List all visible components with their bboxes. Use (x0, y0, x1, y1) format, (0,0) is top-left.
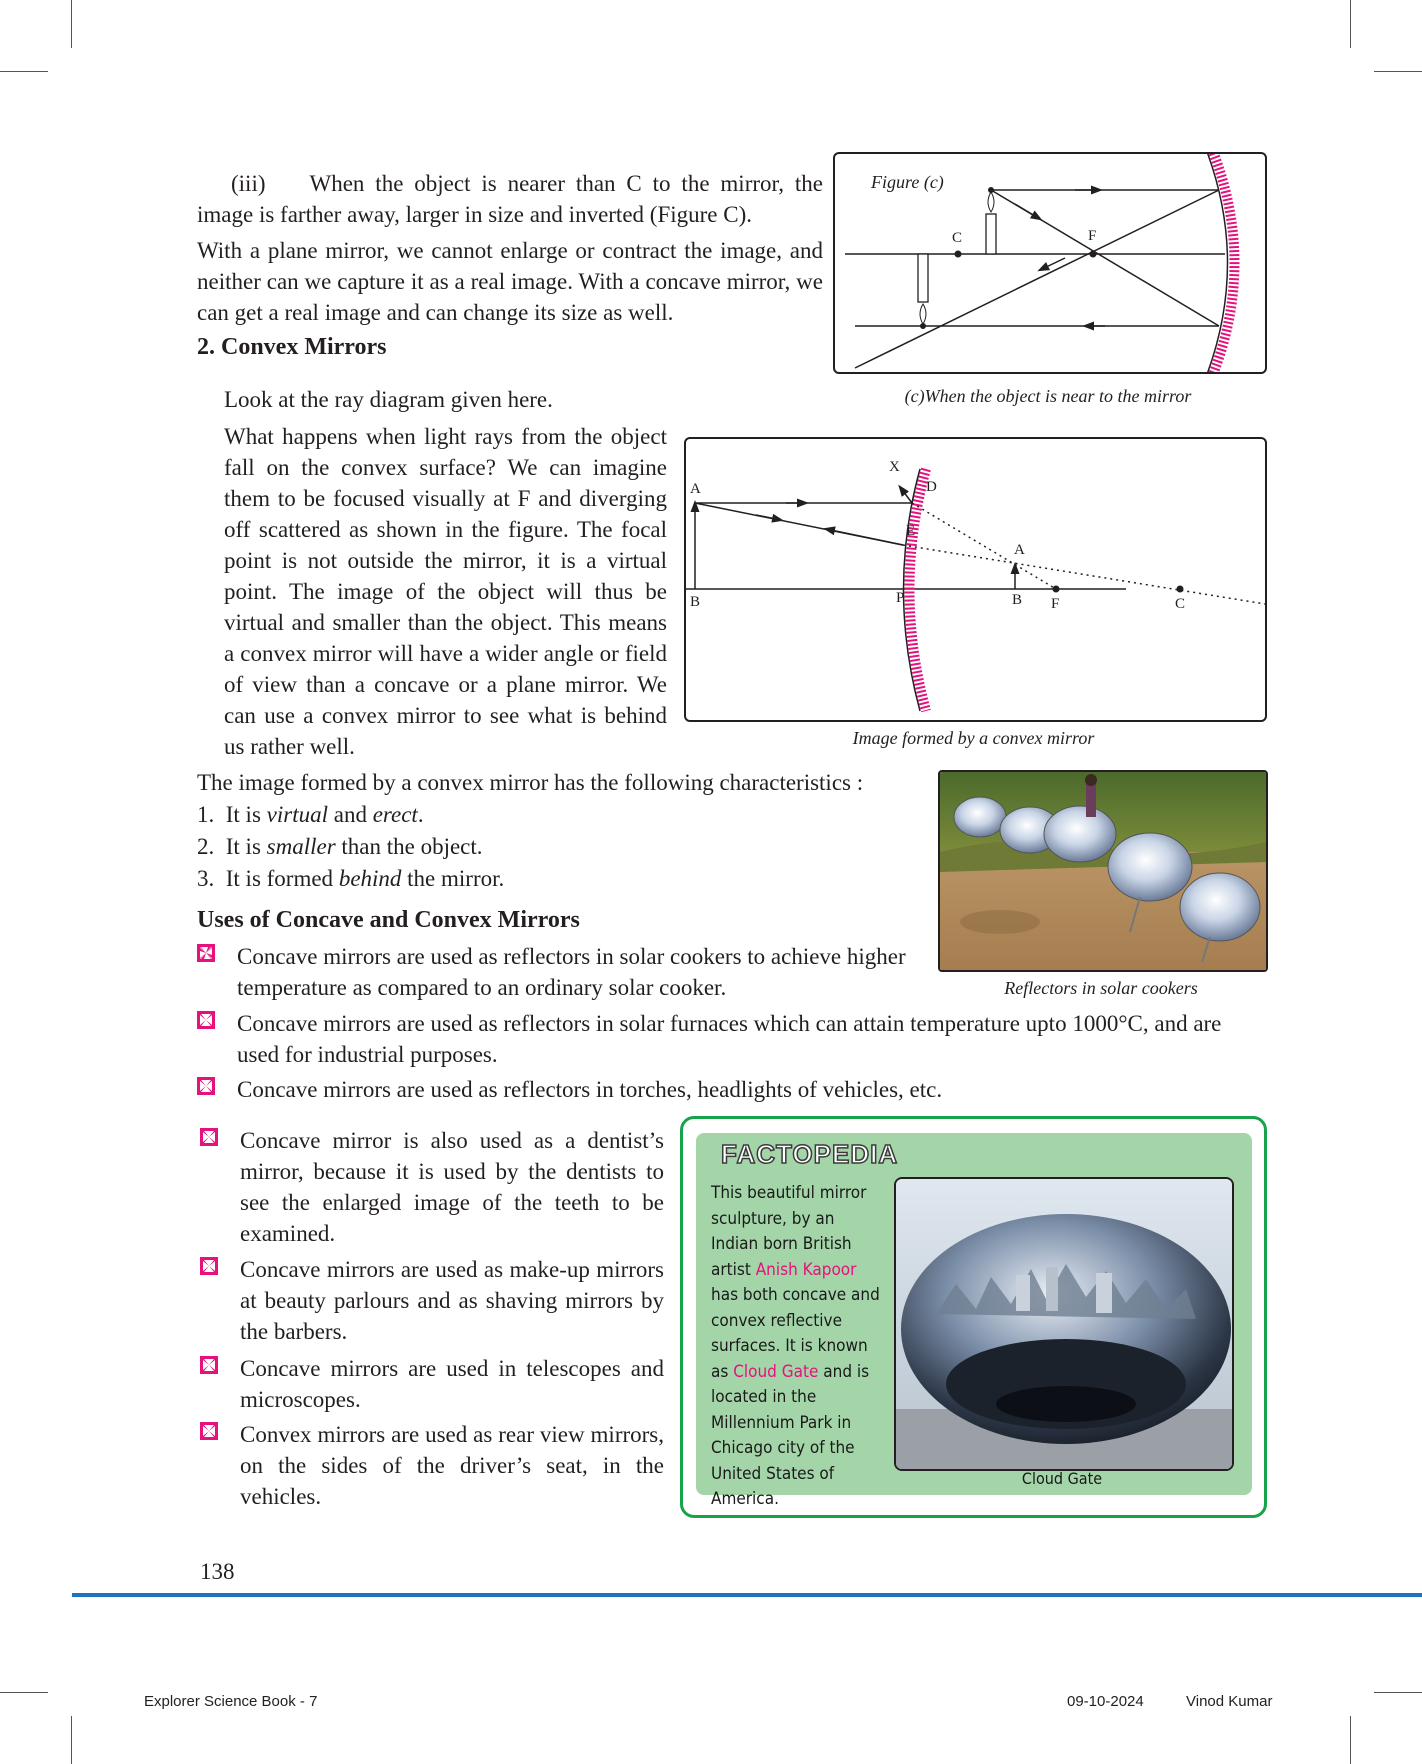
crop-mark (1374, 1692, 1422, 1693)
convex-point-c-dot (1177, 586, 1184, 593)
para-what-happens: What happens when light rays from the object fall on the convex surface? We can imagine them to be focused visually at F and diverging off scattered as shown in the figure. The focal point is not outside the mirror, it is a virtual point. The image of the object will thus be virtual and smaller than the object. This means a convex mirror will have a wider angle or field of view than a concave or a plane mirror. We can use a convex mirror to see what is behind us rather well. (224, 424, 667, 759)
convex-label-a-image: A (1014, 542, 1025, 558)
crop-mark (1350, 1716, 1351, 1764)
characteristic-text: the mirror. (401, 866, 505, 891)
crop-mark (1350, 0, 1351, 48)
solar-cookers-caption: Reflectors in solar cookers (1004, 978, 1198, 998)
convex-label-d: D (926, 479, 937, 495)
point-c-dot (955, 251, 962, 258)
footer-author: Vinod Kumar (1186, 1693, 1273, 1710)
footer-date: 09-10-2024 (1067, 1693, 1144, 1710)
image-candle (918, 254, 928, 302)
para-iii-text: When the object is nearer than C to the mirror, the image is farther away, larger in size and inverted (Figure C). (197, 171, 823, 227)
figure-c-box (833, 152, 1267, 374)
concave-mirror-surface (1206, 154, 1228, 372)
figure-convex-caption: Image formed by a convex mirror (852, 728, 1095, 748)
crop-mark (71, 1716, 72, 1764)
figure-convex-box (684, 437, 1267, 722)
use-bullet (197, 1008, 1265, 1070)
convex-label-f: F (1051, 596, 1060, 612)
concave-mirror-hatch (1212, 154, 1235, 372)
maltese-cross-icon (200, 1422, 218, 1440)
figure-c-label: Figure (c) (871, 172, 944, 192)
characteristic-item (197, 831, 797, 862)
crop-mark (71, 0, 72, 48)
characteristic-text: It is (225, 802, 267, 827)
characteristic-number: 2. (197, 834, 215, 859)
convex-label-c: C (1175, 596, 1186, 612)
maltese-cross-icon (197, 1011, 215, 1029)
use-text: Convex mirrors are used as rear view mirrors, on the sides of the driver’s seat, in the vehicles. (240, 1422, 664, 1509)
heading-uses: Uses of Concave and Convex Mirrors (197, 907, 580, 933)
factopedia-text (711, 1181, 881, 1513)
convex-label-x: X (889, 459, 900, 475)
convex-point-f-dot (1053, 586, 1060, 593)
para-iii-number: (iii) (231, 171, 266, 196)
maltese-cross-icon (197, 944, 215, 962)
factopedia-highlight-name: Cloud Gate (733, 1361, 819, 1382)
use-text: Concave mirrors are used as reflectors in torches, headlights of vehicles, etc. (237, 1077, 943, 1102)
use-text: Concave mirrors are used as make-up mirrors at beauty parlours and as shaving mirrors by the barbers. (240, 1257, 664, 1344)
footer-book-title: Explorer Science Book - 7 (144, 1693, 318, 1710)
maltese-cross-icon (200, 1356, 218, 1374)
characteristic-text: It is formed (225, 866, 339, 891)
figure-convex-diagram (686, 439, 1265, 720)
factopedia-title: FACTOPEDIA (721, 1139, 899, 1169)
para-plane-mirror: With a plane mirror, we cannot enlarge or contract the image, and neither can we capture it as a real image. With a concave mirror, we can get a real image and can change its size as well. (197, 238, 823, 325)
characteristic-emphasis: virtual (266, 802, 328, 827)
use-bullet (200, 1353, 664, 1415)
use-text: Concave mirror is also used as a dentist’s mirror, because it is used by the dentists to see the enlarged image of the teeth to be examined. (240, 1128, 664, 1246)
use-bullet (197, 1074, 1265, 1105)
factopedia-text-part: and is located in the Millennium Park in Chicago city of the United States of America. (711, 1361, 870, 1509)
para-iii (197, 168, 823, 230)
characteristic-emphasis: smaller (266, 834, 336, 859)
factopedia-highlight-artist: Anish Kapoor (755, 1259, 857, 1280)
characteristic-text: than the object. (335, 834, 483, 859)
para-look: Look at the ray diagram given here. (224, 387, 553, 412)
page-number: 138 (200, 1559, 235, 1584)
convex-label-b-object: B (690, 594, 701, 610)
convex-label-p: P (896, 590, 905, 606)
cloud-gate-caption: Cloud Gate (1021, 1469, 1103, 1488)
use-text: Concave mirrors are used as reflectors in solar furnaces which can attain temperature upto 1000°C, and are used for industrial purposes. (237, 1011, 1222, 1067)
factopedia-text-part: This beautiful mirror sculpture, by an Indian born British artist (711, 1183, 867, 1280)
characteristic-emphasis: behind (338, 866, 402, 891)
object-candle (986, 214, 996, 254)
use-text: Concave mirrors are used as reflectors in solar cookers to achieve higher temperature as compared to an ordinary solar cooker. (237, 944, 906, 1000)
characteristics-intro: The image formed by a convex mirror has the following characteristics : (197, 770, 864, 795)
factopedia-text-part: has both concave and convex reflective surfaces. It is known as (711, 1285, 880, 1382)
characteristic-number: 3. (197, 866, 215, 891)
factopedia-panel (696, 1133, 1252, 1509)
page-rule (72, 1593, 1422, 1597)
figure-c-point-c: C (952, 230, 963, 246)
maltese-cross-icon (197, 1077, 215, 1095)
figure-c-caption: (c)When the object is near to the mirror (904, 386, 1192, 406)
cloud-gate-illustration (896, 1179, 1232, 1469)
use-bullet (200, 1419, 664, 1513)
characteristic-text: . (417, 802, 424, 827)
crop-mark (0, 71, 48, 72)
figure-c-point-f: F (1088, 228, 1097, 244)
use-text: Concave mirrors are used in telescopes and microscopes. (240, 1356, 664, 1412)
heading-convex-mirrors: 2. Convex Mirrors (197, 334, 387, 360)
crop-mark (1374, 71, 1422, 72)
solar-cookers-illustration (940, 772, 1266, 970)
convex-label-b-image: B (1012, 592, 1023, 608)
characteristic-emphasis: erect (372, 802, 418, 827)
characteristic-text: It is (225, 834, 267, 859)
use-bullet (197, 941, 932, 1003)
convex-label-e: E (906, 523, 916, 539)
characteristic-item (197, 863, 797, 894)
characteristic-item (197, 799, 797, 830)
use-bullet (200, 1125, 664, 1251)
maltese-cross-icon (200, 1128, 218, 1146)
factopedia-box (680, 1116, 1267, 1518)
cloud-gate-photo (894, 1177, 1234, 1471)
characteristic-number: 1. (197, 802, 215, 827)
use-bullet (200, 1254, 664, 1348)
convex-label-a-object: A (690, 481, 701, 497)
point-f-dot (1090, 251, 1097, 258)
crop-mark (0, 1692, 48, 1693)
solar-cookers-photo (938, 770, 1268, 972)
characteristic-text: and (327, 802, 373, 827)
maltese-cross-icon (200, 1257, 218, 1275)
